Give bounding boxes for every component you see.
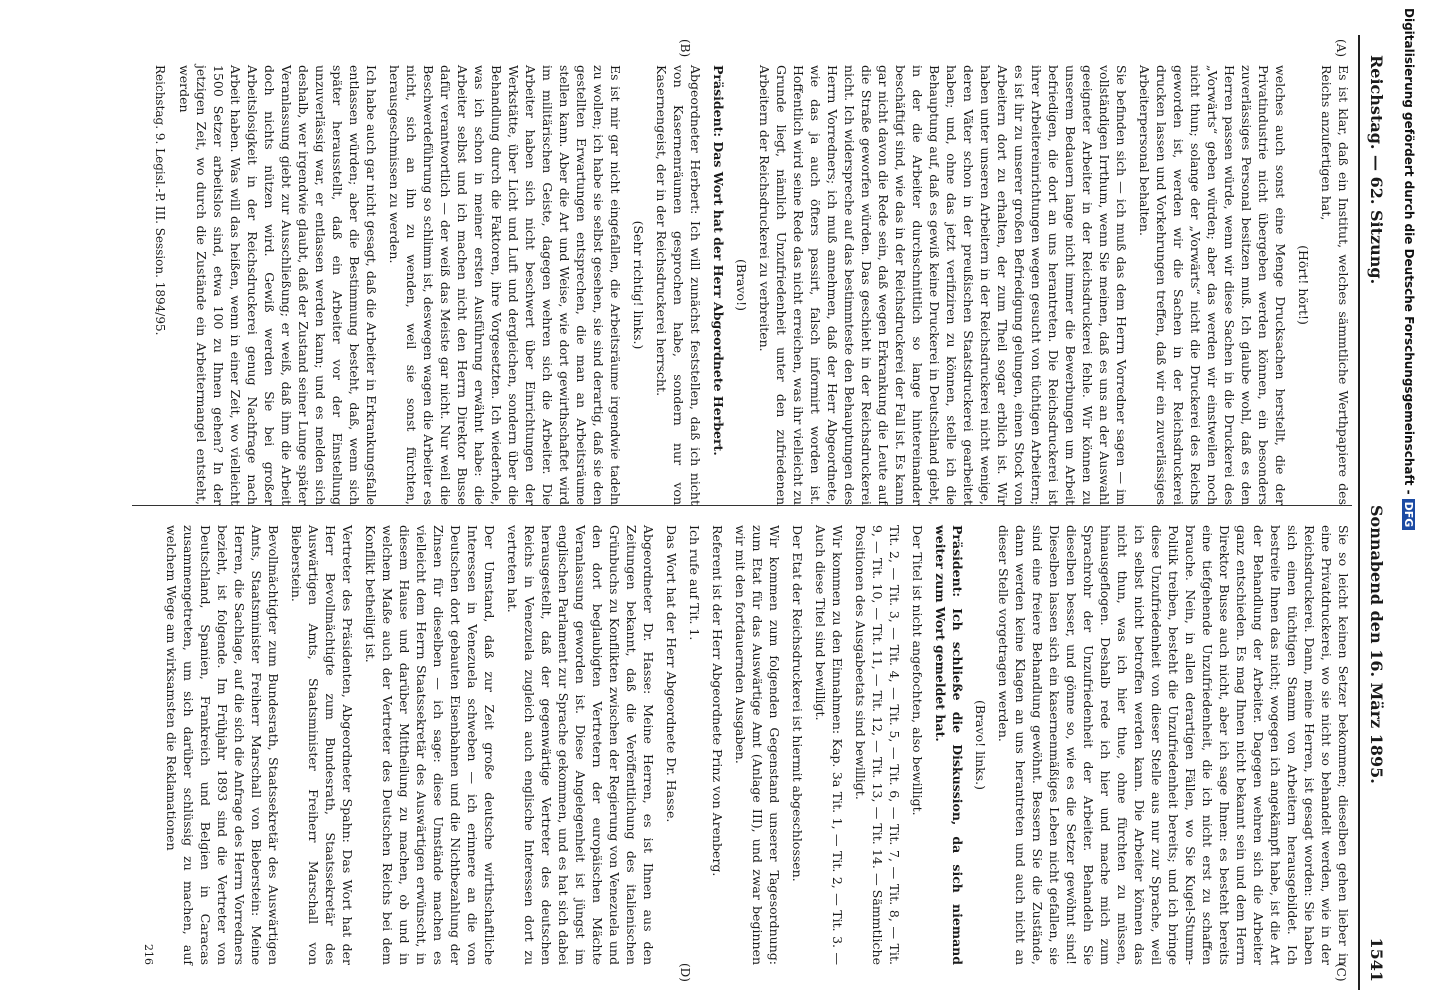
left-column — [145, 65, 1352, 505]
interjection: (Sehr richtig! links.) — [631, 220, 646, 350]
interjection: (Bravo!) — [734, 259, 749, 311]
margin-marker-b: (B) — [678, 39, 692, 58]
paragraph: Wir kommen zum folgenden Gegenstand unserer Tagesordnung: zum Etat für das Auswärtige Amt (Anlage III), und zwar beginnen wir mit den fortdauernden Ausgaben. — [733, 525, 782, 965]
right-column — [134, 525, 1352, 965]
paragraph: Wir kommen zu den Einnahmen: Kap. 3a Tit. 1, — Tit. 2, — Tit. 3. — Auch diese Titel sind bewilligt. — [813, 525, 845, 965]
interjection: (Bravo! links.) — [973, 700, 988, 790]
header-date: Sonnabend den 16. März 1895. — [1367, 505, 1386, 784]
paragraph: Sie so leicht keinen Setzer bekommen; dieselben gehen lieber in eine Privatdruckerei, wo sie nicht so behandelt werden, wie in der Reichsdruckerei. Dann, meine Herren, ist gesagt worden: Sie haben sich einen tüchtigen Stamm von Arbeitern herausgebildet. Ich bestreite Ihnen das nicht; wogegen ich angekämpft habe, ist die Art der Behandlung der Arbeiter. Dagegen wehren sich die Arbeiter ganz entschieden. Es mag Ihnen nicht bekannt sein und dem Herrn Direktor Busse auch nicht, aber ich sage Ihnen: es besteht bereits eine tiefgehende Unzufriedenheit, die ich nicht erst zu schaffen brauche. Nein, in allen derartigen Fällen, wo Sie Kugel-Stumm-Politik treiben, besteht die Unzufriedenheit bereits; und ich bringe diese Unzufriedenheit von dieser Stelle aus nur zur Sprache, weil ich selbst nicht betroffen werden kann. Die Arbeiter können das nicht thun, was ich hier thue, ohne fürchten zu müssen, hinausgeflogen. Deshalb rede ich hier und mache mich zum Sprachrohr der Unzufriedenheit der Arbeiter. Behandeln Sie dieselben besser, und gönne so, wie es die Setzer gewöhnt sind! Dieselben lassen sich ein kasernenmäßiges Leben nicht gefallen, sie sind eine freiere Behandlung gewöhnt. Bessern Sie die Zustände, dann werden keine Klagen an uns herantreten und auch nicht an dieser Stelle vorgetragen werden. — [996, 525, 1351, 965]
page-footer: Reichstag. 9. Legisl.-P. III. Session. 1894/95. — [153, 65, 167, 336]
paragraph: Tit. 2, — Tit. 3, — Tit. 4, — Tit. 5, — Tit. 6, — Tit. 7, — Tit. 8, — Tit. 9, — Tit. 10, — Tit. 11, — Tit. 12, — Tit. 13, — Tit. 14. — Sämmtliche Positionen des Ausgabeetats sind bewilligt. — [853, 525, 902, 965]
margin-marker-a: (A) — [1334, 39, 1348, 58]
credit-text: Digitalisierung gefördert durch die Deutsche Forschungsgemeinschaft - — [1402, 8, 1416, 495]
margin-marker-d: (D) — [678, 963, 692, 982]
paragraph: Der Umstand, daß zur Zeit große deutsche wirthschaftliche Interessen in Venezuela schweben — ich erinnere an die von Deutschen dort gebauten Eisenbahnen und die Nichtbezahlung der Zinsen für dieselben — ich sage: diese Umstände machen es vielleicht dem Herrn Staatssekretär des Auswärtigen erwünscht, in diesem Hause und darüber Mittheilung zu machen, ob und in welchem Maße auch der Vertreter des Deutschen Reichs bei dem Konflikt betheiligt ist. — [363, 525, 497, 965]
page-number: 1541 — [1367, 937, 1386, 982]
margin-marker-c: (C) — [1334, 963, 1348, 982]
paragraph: Der Titel ist nicht angefochten, also bewilligt. — [910, 525, 925, 816]
page-header — [1358, 35, 1392, 990]
paragraph: Referent ist der Herr Abgeordnete Prinz von Arenberg. — [710, 525, 725, 877]
paragraph: Der Etat der Reichsdruckerei ist hiermit abgeschlossen. — [790, 525, 805, 882]
paragraph: Präsident: Ich schließe die Diskussion, da sich niemand weiter zum Wort gemeldet hat. — [933, 525, 965, 965]
paragraph: Präsident: Das Wort hat der Herr Abgeordnete Herbert. — [711, 65, 726, 456]
paragraph: Abgeordneter Herbert: Ich will zunächst feststellen, daß ich nicht von Kasernenräumen gesprochen habe, sondern nur von Kasernengeist, der in der Reichsdruckerei herrscht. — [654, 65, 703, 505]
interjection: (Hört! hört!) — [1296, 245, 1311, 325]
paragraph: Sie befinden sich — ich muß das dem Herrn Vorredner sagen — im vollständigen Irrthum, wenn Sie meinen, daß es uns an der Auswahl geeigneter Arbeiter in der Reichsdruckerei fehle. Wir können zu unserem Bedauern lange nicht immer die Bewerbungen um Arbeit befriedigen, die dort an uns herantreten. Die Reichsdruckerei ist ihrer Arbeitereinrichtungen wegen gesucht von tüchtigen Arbeitern; es ist ihr zu unserer großen Befriedigung gelungen, einen Stock von Arbeitern dort zu erhalten, der zum Theil sogar erblich ist. Wir haben unter unseren Arbeitern in der Reichsdruckerei nicht wenige, deren Väter schon in der preußischen Staatsdruckerei gearbeitet haben; und, ohne das jetzt verifiziren zu können, stelle ich die Behauptung auf, daß es gewiß keine Druckerei in Deutschland giebt, in der die Arbeiter durchschnittlich so lange hintereinander beschäftigt sind, wie das in der Reichsdruckerei der Fall ist. Es kann gar nicht davon die Rede sein, daß wegen Erkrankung die Leute auf die Straße geworfen würden. Das geschieht in der Reichsdruckerei nicht. Ich widerspreche auf das bestimmteste den Behauptungen des Herrn Vorredners; ich muß annehmen, daß der Herr Abgeordnete, wie das ja auch öfters passirt, falsch informirt worden ist. Hoffentlich wird seine Rede das nicht erreichen, was ihr vielleicht zu Grunde liegt, nämlich Unzufriedenheit unter den zufriedenen Arbeitern der Reichsdruckerei zu verbreiten. — [757, 65, 1129, 505]
paragraph: Ich habe auch gar nicht gesagt, daß die Arbeiter in Erkrankungsfalle entlassen würden; aber die Bestimmung besteht, daß, wenn sich später herausstellt, daß ein Arbeiter vor der Einstellung unzuverlässig war, er entlassen werden kann; und es melden sich deshalb, wer irgendwie glaubt, daß der Zustand seiner Lunge später Veranlassung giebt zur Ausschließung; er weiß, daß ihm die Arbeit doch nichts nützen wird. Gewiß werden Sie bei großer Arbeitslosigkeit in der Reichsdruckerei genug Nachfrage nach Arbeit haben. Was will das heißen, wenn in einer Zeit, wo vielleicht 1500 Setzer arbeitslos sind, etwa 100 zu Ihnen gehen? In der jetzigen Zeit, wo durch die Zustände ein Arbeitermangel entsteht, werden — [177, 65, 379, 505]
paragraph: Vertreter des Präsidenten, Abgeordneter Spahn: Das Wort hat der Herr Bevollmächtigte zum Bundesrath, Staatssekretär des Auswärtigen Amts, Staatsminister Freiherr Marschall von Bieberstein. — [289, 525, 355, 965]
paragraph: Das Wort hat der Herr Abgeordnete Dr. Hasse. — [664, 525, 679, 823]
paragraph: Abgeordneter Dr. Hasse: Meine Herren, es ist Ihnen aus den Zeitungen bekannt, daß die Veröffentlichung des italienischen Grünbuchs zu Konflikten zwischen der Regierung von Venezuela und den dort beglaubigten Vertretern der europäischen Mächte Veranlassung geworden ist. Diese Angelegenheit ist jüngst im englischen Parlament zur Sprache gekommen, und es hat sich dabei herausgestellt, daß der gegenwärtige Vertreter des deutschen Reichs in Venezuela zugleich auch englische Interessen dort zu vertreten hat. — [505, 525, 656, 965]
signature-mark: 216 — [142, 944, 155, 965]
paragraph: Bevollmächtigter zum Bundesrath, Staatssekretär des Auswärtigen Amts, Staatsminister Freiherr Marschall von Bieberstein: Meine Herren, die Sachlage, auf die sich die Anfrage des Herrn Vorredners bezieht, ist folgende. Im Frühjahr 1893 sind die Vertreter von Deutschland, Spanien, Frankreich und Belgien in Caracas zusammengetreten, um sich darüber schlüssig zu machen, auf welchem Wege am wirksamsten die Reklamationen — [164, 525, 281, 965]
paragraph: welches auch sonst eine Menge Drucksachen herstellt, die der Privatindustrie nicht übergeben werden können, ein besonders zuverlässiges Personal besitzen muß. Ich glaube wohl, daß es den Herren passen würde, wenn wir diese Sachen in die Druckerei des „Vorwärts“ geben würden; aber das werden wir einstweilen noch nicht thun; solange der „Vorwärts“ nicht die Druckerei des Reichs geworden ist, werden wir die Sachen in der Reichsdruckerei drucken lassen und Vorkehrungen treffen, daß wir ein zuverlässiges Arbeiterpersonal behalten. — [1137, 65, 1288, 505]
paragraph: Ich rufe auf Tit. 1. — [687, 525, 702, 641]
rotated-page — [92, 35, 1392, 990]
dfg-credit — [1402, 8, 1416, 530]
paragraph: Es ist mir gar nicht eingefallen, die Arbeitsräume irgendwie tadeln zu wollen; ich habe sie selbst gesehen, sie sind derartig, daß sie den gestellten Erwartungen entsprechen, die man an Arbeitsräume stellen kann. Aber die Art und Weise, wie dort gewirthschaftet wird im militärischen Geiste, dagegen wehren sich die Arbeiter. Die Arbeiter haben sich nicht beschwert über Einrichtungen der Werkstätte, über Licht und Luft und dergleichen, sondern über die Behandlung durch die Faktoren, ihre Vorgesetzten. Ich wiederhole, was ich schon in meiner ersten Ausführung erwähnt habe: die Arbeiter selbst und ich machen nicht den Herrn Direktor Busse dafür verantwortlich — der weiß das Meiste gar nicht. Nur weil die Beschwerdeführung so schlimm ist, deswegen wagen die Arbeiter es nicht, sich an ihn zu wenden, weil sie sonst fürchten, herausgeschmissen zu werden. — [387, 65, 623, 505]
header-session: Reichstag. — 62. Sitzung. — [1367, 55, 1386, 285]
column-divider — [132, 505, 1352, 506]
paragraph: Es ist klar, daß ein Institut, welches sämmtliche Werthpapiere des Reichs anzufertigen hat, — [1319, 65, 1351, 505]
digitization-sidebar — [1400, 0, 1432, 1000]
dfg-logo: DFG — [1402, 499, 1415, 531]
